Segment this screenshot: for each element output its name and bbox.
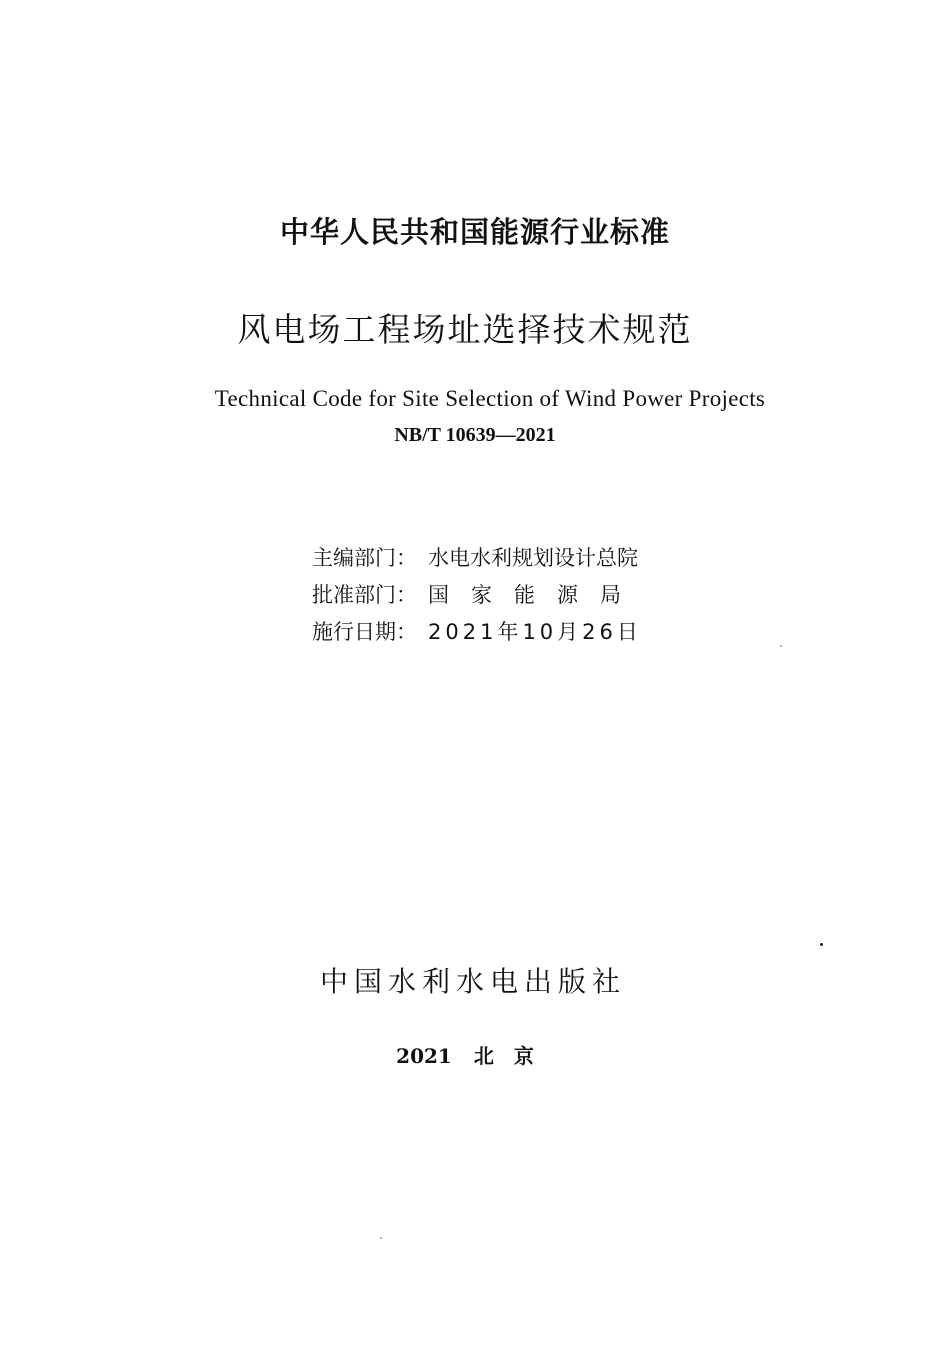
standard-info xyxy=(312,540,643,651)
editor-label: 主编部门： xyxy=(312,546,417,570)
scan-speck xyxy=(380,1237,382,1239)
editor-row xyxy=(312,540,643,577)
standard-category: 中华人民共和国能源行业标准 xyxy=(279,215,670,249)
editor-value: 水电水利规划设计总院 xyxy=(428,546,638,570)
date-value: 2021年10月26日 xyxy=(428,620,642,644)
approver-label: 批准部门： xyxy=(312,583,417,607)
publication-place xyxy=(0,1040,950,1069)
standard-code: NB/T 10639—2021 xyxy=(394,424,556,446)
scan-speck xyxy=(820,943,823,946)
date-label: 施行日期： xyxy=(312,620,417,644)
publication-year: 2021 xyxy=(396,1044,452,1068)
publisher-name: 中国水利水电出版社 xyxy=(319,965,626,998)
date-row xyxy=(312,614,643,651)
chinese-title: 风电场工程场址选择技术规范 xyxy=(237,310,693,349)
approver-row xyxy=(312,577,643,614)
publication-city: 北京 xyxy=(473,1044,554,1068)
scan-speck xyxy=(780,645,782,647)
approver-value: 国家能源局 xyxy=(428,583,643,607)
english-title: Technical Code for Site Selection of Wind Power Projects xyxy=(214,386,766,411)
